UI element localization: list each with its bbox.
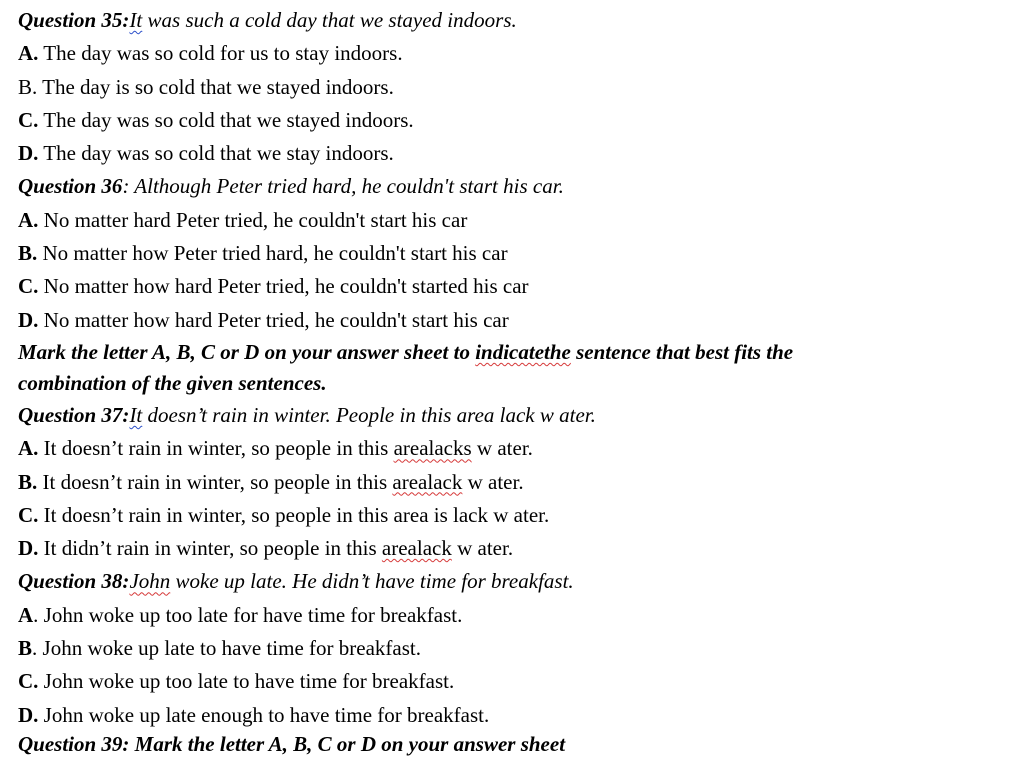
instruction-line-1 <box>18 337 1008 368</box>
instruction-text-end: sentence that best fits the <box>570 339 794 364</box>
question-35-header <box>18 4 1008 37</box>
option-letter: D. <box>18 307 39 332</box>
option-text: John woke up too late to have time for breakfast. <box>38 669 455 694</box>
option-letter: C. <box>18 107 39 132</box>
instruction-flagged-word: indicatethe <box>475 339 571 364</box>
question-35-text-lead: It <box>129 8 143 32</box>
question-38-header <box>18 565 1008 598</box>
question-35-option-b <box>18 71 1008 104</box>
option-text: The day was so cold that we stayed indoors. <box>38 107 414 132</box>
question-36-label: Question 36 <box>18 174 123 199</box>
instruction-text-2: combination of the given sentences. <box>18 370 327 395</box>
question-35-option-d <box>18 137 1008 170</box>
option-letter: B <box>18 636 33 661</box>
option-text: The day is so cold that we stayed indoors. <box>37 74 394 99</box>
option-flagged-word: arealacks <box>393 436 472 461</box>
question-38-label: Question 38: <box>18 569 130 594</box>
question-35-option-c <box>18 104 1008 137</box>
question-37-option-b <box>18 466 1008 499</box>
option-text: John woke up late enough to have time for breakfast. <box>38 702 490 727</box>
question-38-option-a <box>18 599 1008 632</box>
option-flagged-word: arealack <box>381 536 452 561</box>
option-text-end: w ater. <box>462 469 524 494</box>
option-text: No matter how hard Peter tried, he couldn't started his car <box>38 274 529 299</box>
option-text: No matter hard Peter tried, he couldn't start his car <box>38 207 468 232</box>
option-letter: B. <box>18 469 38 494</box>
option-text: It doesn’t rain in winter, so people in this <box>37 469 393 494</box>
question-37-option-a <box>18 432 1008 465</box>
question-37-label: Question 37: <box>18 402 130 427</box>
option-letter: C. <box>18 502 39 527</box>
question-35-label: Question 35: <box>18 8 130 32</box>
question-36-text: : Although Peter tried hard, he couldn't start his car. <box>122 174 564 199</box>
question-38-option-c <box>18 665 1008 698</box>
option-flagged-word: arealack <box>392 469 463 494</box>
option-text-end: w ater. <box>471 436 533 461</box>
instruction-line-2 <box>18 368 1008 399</box>
document-body <box>18 4 1008 732</box>
option-letter: A. <box>18 41 39 66</box>
option-letter: B. <box>18 241 38 266</box>
option-letter: B. <box>18 74 38 99</box>
option-text: It doesn’t rain in winter, so people in this <box>38 436 394 461</box>
option-text: No matter how Peter tried hard, he couldn't start his car <box>37 241 508 266</box>
question-35-option-a <box>18 37 1008 70</box>
question-36-header <box>18 170 1008 203</box>
option-text: It didn’t rain in winter, so people in this <box>38 536 382 561</box>
cutoff-next-question: Question 39: Mark the letter A, B, C or D on your answer sheet <box>18 732 566 756</box>
option-letter: C. <box>18 274 39 299</box>
question-36-option-a <box>18 204 1008 237</box>
option-letter: D. <box>18 536 39 561</box>
question-36-option-c <box>18 270 1008 303</box>
question-35-text: was such a cold day that we stayed indoors. <box>142 8 517 32</box>
option-text: . John woke up late to have time for breakfast. <box>32 636 421 661</box>
question-37-text-lead: It <box>129 402 143 427</box>
option-letter: D. <box>18 702 39 727</box>
question-37-header <box>18 399 1008 432</box>
option-letter: A <box>18 602 34 627</box>
question-36-option-b <box>18 237 1008 270</box>
question-36-option-d <box>18 304 1008 337</box>
option-text: It doesn’t rain in winter, so people in this area is lack w ater. <box>38 502 550 527</box>
question-37-text: doesn’t rain in winter. People in this area lack w ater. <box>142 402 596 427</box>
question-37-option-c <box>18 499 1008 532</box>
question-38-option-d <box>18 699 1008 732</box>
option-letter: A. <box>18 436 39 461</box>
option-letter: C. <box>18 669 39 694</box>
question-38-option-b <box>18 632 1008 665</box>
instruction-text: Mark the letter A, B, C or D on your answer sheet to <box>18 339 476 364</box>
question-38-text: woke up late. He didn’t have time for breakfast. <box>170 569 574 594</box>
question-38-text-lead: John <box>129 569 171 594</box>
option-text-end: w ater. <box>451 536 514 561</box>
option-text: The day was so cold that we stay indoors. <box>38 141 394 166</box>
option-text: . John woke up too late for have time for breakfast. <box>33 602 463 627</box>
question-37-option-d <box>18 532 1008 565</box>
option-letter: A. <box>18 207 39 232</box>
option-text: No matter how hard Peter tried, he couldn't start his car <box>38 307 509 332</box>
option-text: The day was so cold for us to stay indoors. <box>38 41 403 66</box>
option-letter: D. <box>18 141 39 166</box>
